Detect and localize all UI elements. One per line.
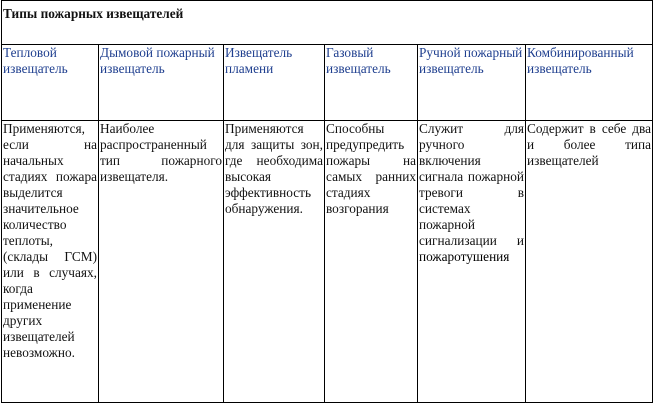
desc-flame-detector: Применяются для защиты зон, где необходима высокая эффективность обнаружения. (224, 121, 325, 403)
title-row (2, 1, 653, 45)
header-thermal-detector: Тепловой извещатель (2, 45, 99, 121)
desc-gas-detector: Способны предупредить пожары на самых ранних стадиях возгорания (325, 121, 418, 403)
table-title: Типы пожарных извещателей (2, 1, 653, 45)
desc-manual-call-point (418, 121, 526, 403)
header-gas-detector: Газовый извещатель (325, 45, 418, 121)
header-flame-detector: Извещатель пламени (224, 45, 325, 121)
header-combined-detector: Комбинированный извещатель (526, 45, 653, 121)
desc-combined-detector: Содержит в себе два и более типа извещателей (526, 121, 653, 403)
description-row (2, 121, 653, 403)
desc-thermal-detector: Применяются, если на начальных стадиях пожара выделится значительное количество теплоты, (склады ГСМ) или в случаях, когда применение других извещателей невозможно. (2, 121, 99, 403)
desc-smoke-detector: Наиболее распространенный тип пожарного извещателя. (99, 121, 224, 403)
desc-manual-call-point-end: пожаротушения (419, 249, 510, 264)
header-smoke-detector: Дымовой пожарный извещатель (99, 45, 224, 121)
detector-types-table (1, 0, 653, 403)
desc-manual-call-point-main: Служит для ручного включения сигнала пожарной тревоги в системах пожарной сигнализации и (419, 121, 524, 248)
header-row (2, 45, 653, 121)
header-manual-call-point: Ручной пожарный извещатель (418, 45, 526, 121)
